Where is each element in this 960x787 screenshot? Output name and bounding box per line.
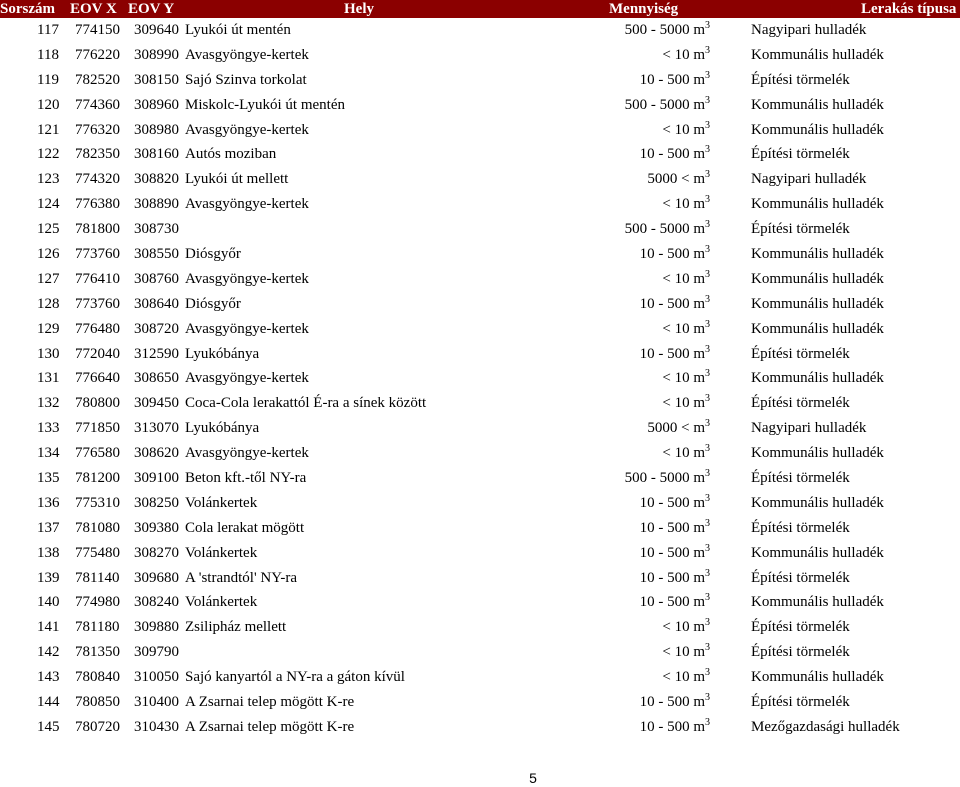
disposal-type: Építési törmelék [751,71,850,88]
eov-x-value: 780840 [75,669,120,686]
disposal-type: Kommunális hulladék [751,46,884,63]
quantity-value: 10 - 500 [639,594,690,611]
disposal-type: Kommunális hulladék [751,320,884,337]
disposal-type: Építési törmelék [751,694,850,711]
quantity-value: 10 - 500 [639,569,690,586]
quantity [640,292,710,317]
row-number: 139 [37,569,60,586]
quantity [662,615,710,640]
quantity-unit: m [693,718,705,735]
location-name: A Zsarnai telep mögött K-re [185,718,355,735]
row-number: 131 [37,370,60,387]
row-number: 121 [37,121,60,138]
table-row [0,665,960,690]
quantity [640,566,710,591]
eov-y-value: 308820 [134,171,179,188]
disposal-type: Kommunális hulladék [751,270,884,287]
row-number: 125 [37,221,60,238]
header-eov-x: EOV X [70,1,117,17]
unit-exponent: 3 [705,268,710,280]
table-row [0,292,960,317]
unit-exponent: 3 [705,293,710,305]
unit-exponent: 3 [705,716,710,728]
quantity-unit: m [693,445,705,462]
quantity [640,142,710,167]
eov-x-value: 774320 [75,171,120,188]
eov-y-value: 308240 [134,594,179,611]
quantity-value: < 10 [662,644,690,661]
table-row [0,590,960,615]
page-number: 5 [529,770,537,786]
eov-x-value: 782520 [75,71,120,88]
quantity [662,317,710,342]
eov-x-value: 781200 [75,470,120,487]
quantity-value: < 10 [662,370,690,387]
quantity-unit: m [693,694,705,711]
quantity-value: < 10 [662,320,690,337]
row-number: 142 [37,644,60,661]
unit-exponent: 3 [705,517,710,529]
disposal-type: Építési törmelék [751,569,850,586]
eov-y-value: 310400 [134,694,179,711]
row-number: 145 [37,718,60,735]
quantity-unit: m [693,494,705,511]
row-number: 143 [37,669,60,686]
eov-x-value: 781180 [75,619,120,636]
row-number: 133 [37,420,60,437]
unit-exponent: 3 [705,418,710,430]
row-number: 120 [37,96,60,113]
quantity-unit: m [693,345,705,362]
eov-y-value: 309680 [134,569,179,586]
eov-y-value: 313070 [134,420,179,437]
row-number: 127 [37,270,60,287]
eov-y-value: 308550 [134,246,179,263]
disposal-type: Építési törmelék [751,619,850,636]
quantity-value: 500 - 5000 [624,22,690,38]
disposal-type: Kommunális hulladék [751,669,884,686]
eov-y-value: 308150 [134,71,179,88]
quantity [662,43,710,68]
quantity-value: 10 - 500 [639,718,690,735]
unit-exponent: 3 [705,244,710,256]
table-row [0,690,960,715]
eov-x-value: 774360 [75,96,120,113]
quantity-value: < 10 [662,395,690,412]
quantity-value: < 10 [662,121,690,138]
quantity [640,715,710,740]
quantity [640,690,710,715]
location-name: Autós moziban [185,146,277,163]
unit-exponent: 3 [705,69,710,81]
eov-y-value: 309100 [134,470,179,487]
quantity-value: 500 - 5000 [624,96,690,113]
location-name: Lyukóbánya [185,420,260,437]
quantity-value: < 10 [662,445,690,462]
quantity-value: 10 - 500 [639,345,690,362]
disposal-type: Nagyipari hulladék [751,171,867,188]
eov-x-value: 776380 [75,196,120,213]
unit-exponent: 3 [705,642,710,654]
eov-y-value: 308160 [134,146,179,163]
eov-y-value: 310050 [134,669,179,686]
unit-exponent: 3 [705,119,710,131]
unit-exponent: 3 [705,692,710,704]
quantity-unit: m [693,196,705,213]
eov-x-value: 782350 [75,146,120,163]
table-row [0,317,960,342]
quantity [640,590,710,615]
header-mennyiseg: Mennyiség [609,1,679,17]
row-number: 137 [37,519,60,536]
quantity-unit: m [693,519,705,536]
table-row [0,192,960,217]
quantity [625,18,710,43]
disposal-type: Építési törmelék [751,644,850,661]
row-number: 132 [37,395,60,412]
eov-x-value: 776580 [75,445,120,462]
eov-y-value: 308730 [134,221,179,238]
eov-y-value: 308990 [134,46,179,63]
quantity-unit: m [693,146,705,163]
table-row [0,416,960,441]
location-name: Beton kft.-től NY-ra [185,470,307,487]
eov-x-value: 780800 [75,395,120,412]
eov-y-value: 308620 [134,445,179,462]
disposal-type: Kommunális hulladék [751,544,884,561]
eov-y-value: 308270 [134,544,179,561]
table-row [0,217,960,242]
location-name: Avasgyöngye-kertek [185,196,309,213]
location-name: Sajó kanyartól a NY-ra a gáton kívül [185,669,405,686]
location-name: Volánkertek [185,544,258,561]
quantity-value: 500 - 5000 [624,221,690,238]
quantity-unit: m [693,46,705,63]
quantity-value: < 10 [662,46,690,63]
unit-exponent: 3 [705,567,710,579]
quantity-unit: m [693,270,705,287]
eov-x-value: 780720 [75,718,120,735]
table-body [0,18,960,740]
header-sorszam: Sorszám [0,1,55,17]
disposal-type: Mezőgazdasági hulladék [751,718,900,735]
location-name: Volánkertek [185,494,258,511]
quantity [640,541,710,566]
disposal-type: Kommunális hulladék [751,246,884,263]
row-number: 135 [37,470,60,487]
eov-y-value: 308960 [134,96,179,113]
eov-x-value: 775480 [75,544,120,561]
header-hely: Hely [344,1,374,17]
unit-exponent: 3 [705,617,710,629]
unit-exponent: 3 [705,542,710,554]
quantity [640,242,710,267]
eov-x-value: 776410 [75,270,120,287]
table-row [0,43,960,68]
table-row [0,18,960,43]
row-number: 130 [37,345,60,362]
row-number: 138 [37,544,60,561]
table-row [0,615,960,640]
disposal-type: Kommunális hulladék [751,370,884,387]
quantity [662,267,710,292]
quantity-unit: m [693,470,705,487]
eov-y-value: 312590 [134,345,179,362]
quantity-unit: m [693,644,705,661]
unit-exponent: 3 [705,169,710,181]
quantity-unit: m [693,420,705,437]
location-name: Volánkertek [185,594,258,611]
eov-x-value: 774150 [75,22,120,38]
quantity-value: 10 - 500 [639,146,690,163]
quantity-value: 10 - 500 [639,295,690,312]
unit-exponent: 3 [705,318,710,330]
quantity [662,640,710,665]
table-row [0,93,960,118]
table-row [0,441,960,466]
disposal-type: Építési törmelék [751,345,850,362]
location-name: Avasgyöngye-kertek [185,320,309,337]
quantity [662,665,710,690]
unit-exponent: 3 [705,468,710,480]
location-name: Cola lerakat mögött [185,519,305,536]
quantity-value: 10 - 500 [639,544,690,561]
unit-exponent: 3 [705,368,710,380]
disposal-type: Kommunális hulladék [751,96,884,113]
disposal-type: Nagyipari hulladék [751,420,867,437]
table-row [0,541,960,566]
eov-x-value: 772040 [75,345,120,362]
quantity-unit: m [693,22,705,38]
quantity [647,416,710,441]
disposal-type: Kommunális hulladék [751,121,884,138]
quantity-value: 5000 < [647,171,690,188]
unit-exponent: 3 [705,20,710,31]
table-row [0,167,960,192]
quantity-unit: m [693,121,705,138]
quantity [625,217,710,242]
eov-y-value: 308760 [134,270,179,287]
location-name: Lyukói út mellett [185,171,289,188]
quantity-unit: m [693,320,705,337]
row-number: 118 [37,46,59,63]
disposal-type: Kommunális hulladék [751,594,884,611]
quantity [640,68,710,93]
quantity-value: < 10 [662,669,690,686]
table-row [0,640,960,665]
quantity-value: < 10 [662,270,690,287]
table-row [0,366,960,391]
disposal-type: Építési törmelék [751,146,850,163]
eov-x-value: 773760 [75,295,120,312]
table-row [0,516,960,541]
location-name: Diósgyőr [185,246,241,263]
quantity-value: 10 - 500 [639,71,690,88]
eov-y-value: 309640 [134,22,179,38]
unit-exponent: 3 [705,44,710,56]
location-name: Lyukóbánya [185,345,260,362]
quantity-value: 10 - 500 [639,246,690,263]
table-row [0,566,960,591]
eov-x-value: 781140 [75,569,120,586]
quantity [640,516,710,541]
header-lerakas-tipusa: Lerakás típusa [861,1,957,17]
row-number: 126 [37,246,60,263]
quantity-unit: m [693,71,705,88]
location-name: Coca-Cola lerakattól É-ra a sínek között [185,395,427,412]
quantity [640,342,710,367]
quantity-unit: m [693,295,705,312]
location-name: Miskolc-Lyukói út mentén [185,96,345,113]
row-number: 122 [37,146,60,163]
unit-exponent: 3 [705,343,710,355]
disposal-type: Építési törmelék [751,470,850,487]
eov-x-value: 781800 [75,221,120,238]
disposal-type: Építési törmelék [751,519,850,536]
unit-exponent: 3 [705,94,710,106]
quantity [662,118,710,143]
row-number: 141 [37,619,60,636]
quantity [662,441,710,466]
eov-y-value: 309450 [134,395,179,412]
quantity [647,167,710,192]
eov-y-value: 308250 [134,494,179,511]
disposal-type: Kommunális hulladék [751,494,884,511]
eov-x-value: 776480 [75,320,120,337]
eov-x-value: 773760 [75,246,120,263]
table-row [0,342,960,367]
quantity-unit: m [693,221,705,238]
disposal-type: Kommunális hulladék [751,445,884,462]
quantity [625,466,710,491]
location-name: Diósgyőr [185,295,241,312]
eov-y-value: 308650 [134,370,179,387]
unit-exponent: 3 [705,443,710,455]
table-row [0,118,960,143]
table-row [0,142,960,167]
quantity-value: 500 - 5000 [624,470,690,487]
quantity-unit: m [693,594,705,611]
eov-y-value: 308890 [134,196,179,213]
unit-exponent: 3 [705,492,710,504]
row-number: 117 [37,22,59,38]
quantity-unit: m [693,370,705,387]
disposal-type: Kommunális hulladék [751,196,884,213]
quantity-unit: m [693,395,705,412]
unit-exponent: 3 [705,144,710,156]
location-name: Avasgyöngye-kertek [185,270,309,287]
eov-y-value: 309380 [134,519,179,536]
row-number: 134 [37,445,60,462]
disposal-type: Építési törmelék [751,221,850,238]
table-header [0,0,960,18]
table-row [0,242,960,267]
disposal-type: Nagyipari hulladék [751,22,867,38]
eov-x-value: 776220 [75,46,120,63]
quantity-unit: m [693,669,705,686]
eov-y-value: 308980 [134,121,179,138]
quantity-unit: m [693,96,705,113]
eov-y-value: 310430 [134,718,179,735]
eov-y-value: 309880 [134,619,179,636]
eov-y-value: 308720 [134,320,179,337]
quantity [662,366,710,391]
location-name: Avasgyöngye-kertek [185,121,309,138]
location-name: Avasgyöngye-kertek [185,46,309,63]
table-row [0,68,960,93]
quantity-unit: m [693,544,705,561]
quantity [625,93,710,118]
location-name: Zsilipház mellett [185,619,287,636]
eov-x-value: 780850 [75,694,120,711]
row-number: 128 [37,295,60,312]
unit-exponent: 3 [705,667,710,679]
eov-x-value: 774980 [75,594,120,611]
location-name: Avasgyöngye-kertek [185,370,309,387]
row-number: 140 [37,594,60,611]
unit-exponent: 3 [705,219,710,231]
row-number: 124 [37,196,60,213]
quantity [640,491,710,516]
table-row [0,491,960,516]
row-number: 129 [37,320,60,337]
eov-x-value: 776320 [75,121,120,138]
location-name: Lyukói út mentén [185,22,291,38]
row-number: 123 [37,171,60,188]
table-row [0,466,960,491]
disposal-type: Építési törmelék [751,395,850,412]
row-number: 119 [37,71,59,88]
eov-y-value: 309790 [134,644,179,661]
quantity-unit: m [693,569,705,586]
location-name: A 'strandtól' NY-ra [185,569,298,586]
row-number: 136 [37,494,60,511]
quantity-value: 5000 < [647,420,690,437]
table-row [0,267,960,292]
eov-x-value: 775310 [75,494,120,511]
location-name: Avasgyöngye-kertek [185,445,309,462]
quantity-unit: m [693,619,705,636]
unit-exponent: 3 [705,592,710,604]
quantity [662,391,710,416]
row-number: 144 [37,694,60,711]
eov-y-value: 308640 [134,295,179,312]
quantity-unit: m [693,171,705,188]
eov-x-value: 781080 [75,519,120,536]
header-eov-y: EOV Y [128,1,175,17]
table-row [0,391,960,416]
eov-x-value: 781350 [75,644,120,661]
unit-exponent: 3 [705,393,710,405]
eov-x-value: 771850 [75,420,120,437]
quantity-value: 10 - 500 [639,494,690,511]
disposal-type: Kommunális hulladék [751,295,884,312]
quantity [662,192,710,217]
quantity-value: 10 - 500 [639,519,690,536]
eov-x-value: 776640 [75,370,120,387]
quantity-value: < 10 [662,619,690,636]
location-name: Sajó Szinva torkolat [185,71,307,88]
table-row [0,715,960,740]
quantity-value: 10 - 500 [639,694,690,711]
unit-exponent: 3 [705,194,710,206]
quantity-value: < 10 [662,196,690,213]
location-name: A Zsarnai telep mögött K-re [185,694,355,711]
quantity-unit: m [693,246,705,263]
